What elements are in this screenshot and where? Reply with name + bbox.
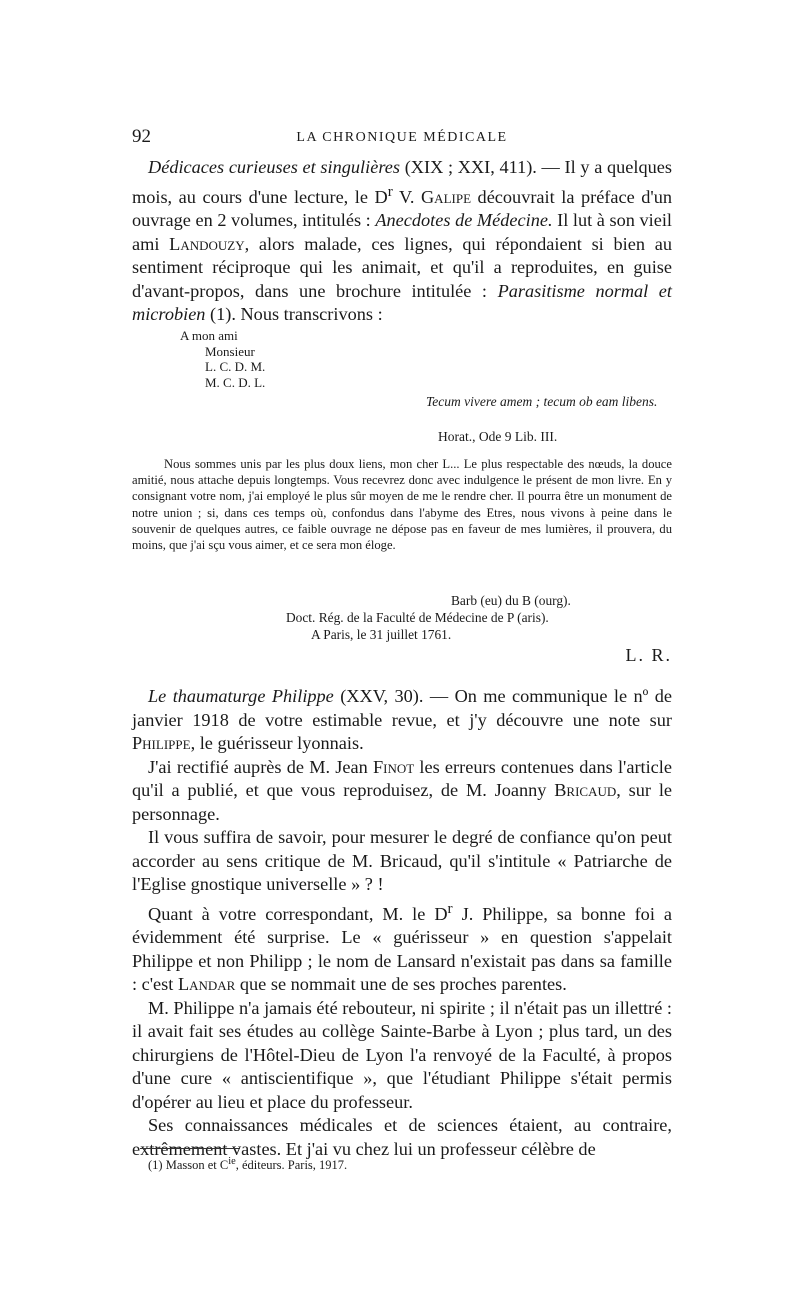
text-run: Quant à votre correspondant, M. le D [148, 903, 448, 924]
article-paragraph: Ses connaissances médicales et de sciences étaient, au contraire, extrêmement vastes. Et j'ai vu chez lui un professeur célèbre de [132, 1115, 672, 1159]
article-thaumaturge [132, 685, 672, 1161]
text-run: V. [392, 186, 421, 207]
article-paragraph [132, 685, 672, 756]
article-paragraph: Il vous suffira de savoir, pour mesurer le degré de confiance qu'on peut accorder au sens critique de M. Bricaud, qu'il s'intitule « Patriarche de l'Eglise gnostique universelle » ? ! [132, 827, 672, 894]
article-dedicaces [132, 156, 672, 327]
footnote-rule [140, 1148, 240, 1149]
article-dedicaces-paragraph [132, 156, 672, 327]
text-run: J'ai rectifié auprès de M. Jean [148, 756, 373, 777]
text-run: Masson et C [162, 1158, 229, 1173]
running-title: LA CHRONIQUE MÉDICALE [296, 130, 508, 145]
signature-line: Barb (eu) du B (ourg). [451, 593, 571, 608]
superscript: ie [228, 1156, 236, 1167]
footnote [148, 1156, 347, 1173]
person-name: Landar [177, 974, 236, 995]
dedication-line: M. C. D. L. [205, 374, 266, 390]
text-run: J. Philippe, sa bonne foi a évidemment été surprise. Le « guérisseur » en question s'appelait Philippe et non Philipp ; le nom de Lansard n'existait pas dans sa famille : c'est [132, 903, 672, 995]
article-title: Le thaumaturge Philippe [148, 686, 334, 706]
letter-initials: L. R. [625, 645, 672, 665]
text-run: découvrait la préface d'un ouvrage en 2 volumes, intitulés : [132, 186, 672, 231]
epigraph-source: Horat., Ode 9 Lib. III. [438, 429, 558, 444]
article-refs: (XIX ; XXI, 411). — [400, 157, 565, 177]
article-refs: (XXV, 30). — [333, 686, 455, 706]
dedication-line: Monsieur [205, 343, 255, 359]
letter-signature [286, 592, 571, 643]
letter-text: Nous sommes unis par les plus doux liens, mon cher L... Le plus respectable des nœuds, la douce amitié, nous attache depuis longtemps. Vous recevrez donc avec indulgence le présent de mon livre. En y consignant votre nom, j'ai employé le plus sûr moyen de me le rendre cher. Il pourra être un monument de notre union ; si, dans ces temps où, confondus dans l'abyme des Etres, nous vivons à peine dans le souvenir de quelques autres, ce faible ouvrage ne dépose pas en faveur de mes lumières, il prouvera, du moins, que j'ai sçu vous aimer, et ce sera mon éloge. [132, 457, 672, 553]
dedication-line: L. C. D. M. [205, 359, 266, 374]
text-run: Il y a quelques mois, au cours d'une lecture, le D [132, 157, 672, 207]
superscript: r [447, 899, 453, 917]
epigraph-quote: Tecum vivere amem ; tecum ob eam libens. [426, 394, 658, 409]
article-title: Dédicaces curieuses et singulières [148, 157, 400, 177]
book-title: Anecdotes de Médecine. [375, 210, 553, 231]
person-name: Bricaud [554, 780, 617, 800]
text-run: (1). Nous transcrivons : [205, 304, 383, 325]
text-run: Il lut à son vieil ami [132, 210, 672, 254]
dedication-letter [132, 456, 672, 553]
dedication-block [180, 328, 265, 390]
superscript: r [387, 182, 393, 200]
article-paragraph: M. Philippe n'a jamais été rebouteur, ni spirite ; il n'était pas un illettré : il avait fait ses études au collège Sainte-Barbe à Lyon ; plus tard, un des chirurgiens de l'Hôtel-Dieu de Lyon l'a renvoyé de la Faculté, à propos d'une cure « antiscientifique », que l'étudiant Philippe s'était permis d'opérer au lieu et place du professeur. [132, 997, 672, 1112]
text-run: , alors malade, ces lignes, qui répondaient si bien au sentiment réciproque qui les animait, et qu'il a reproduites, en guise d'avant-propos, dans une brochure intitulée : [132, 233, 673, 301]
dedication-line: A mon ami [180, 328, 238, 343]
person-name: Finot [372, 756, 415, 777]
person-name: Landouzy [169, 233, 245, 254]
person-name: Galipe [420, 186, 472, 207]
page-number: 92 [132, 126, 151, 147]
text-run: que se nommait une de ses proches parentes. [235, 974, 567, 995]
brochure-title: Parasitisme normal et microbien [132, 280, 672, 325]
text-run: , éditeurs. Paris, 1917. [235, 1158, 348, 1173]
signature-line: A Paris, le 31 juillet 1761. [311, 627, 452, 642]
text-run: On me communique le nº de janvier 1918 de votre estimable revue, et j'y découvre une note sur [132, 686, 672, 730]
page-header [132, 126, 672, 148]
text-run: , sur le personnage. [132, 780, 673, 824]
person-name: Philippe [132, 733, 191, 753]
footnote-mark: (1) [148, 1158, 163, 1173]
article-paragraph [132, 756, 672, 827]
signature-line: Doct. Rég. de la Faculté de Médecine de P (aris). [286, 610, 549, 625]
text-run: , le guérisseur lyonnais. [190, 733, 364, 753]
article-paragraph [132, 897, 672, 997]
text-run: les erreurs contenues dans l'article qu'il a publié, et que vous reproduisez, de M. Joanny [132, 756, 672, 800]
